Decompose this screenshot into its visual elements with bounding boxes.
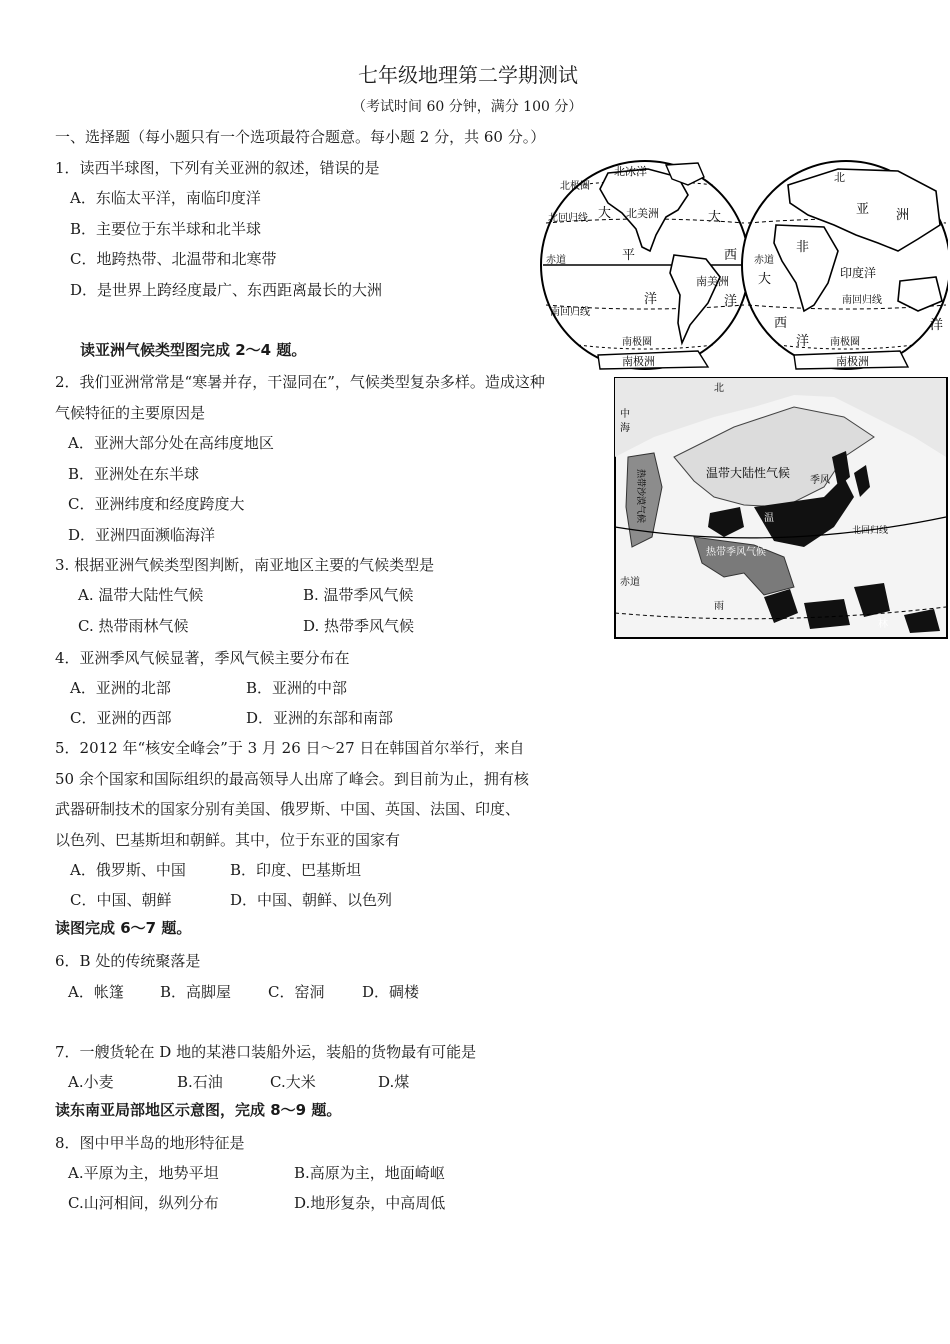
label-jiao: 林: [878, 619, 888, 630]
label-temperate-continental: 温带大陆性气候: [706, 466, 791, 480]
q2-stem-line2: 气候特征的主要原因是: [55, 404, 206, 422]
label-tropical-desert: 热带沙漠气候: [635, 469, 645, 524]
q5-stem-line4: 以色列、巴基斯坦和朝鲜。其中，位于东亚的国家有: [55, 831, 401, 849]
q5-option-c[interactable]: C．中国、朝鲜: [70, 891, 172, 909]
q6-option-b[interactable]: B．高脚屋: [160, 983, 232, 1001]
asia-climate-map: [614, 377, 948, 639]
q5-option-a[interactable]: A．俄罗斯、中国: [70, 861, 186, 879]
q8-option-c[interactable]: C.山河相间，纵列分布: [68, 1194, 219, 1212]
q3-option-c[interactable]: C. 热带雨林气候: [78, 617, 189, 635]
label-jifeng: 季风: [810, 475, 830, 486]
label-ya: 亚: [856, 202, 870, 217]
read-instruction-3: 读东南亚局部地区示意图，完成 8～9 题。: [55, 1101, 342, 1119]
q2-option-d[interactable]: D．亚洲四面濒临海洋: [68, 526, 216, 544]
q6-option-a[interactable]: A．帐篷: [68, 983, 124, 1001]
label-yang-w2: 洋: [724, 294, 738, 309]
page-title: 七年级地理第二学期测试: [358, 63, 578, 87]
label-tropical-monsoon: 热带季风气候: [706, 547, 766, 558]
q5-stem-line2: 50 余个国家和国际组织的最高领导人出席了峰会。到目前为止，拥有核: [55, 770, 529, 788]
east-hemisphere: [742, 161, 948, 369]
label-bei: 北: [714, 383, 724, 394]
label-equator-e: 赤道: [754, 255, 774, 266]
q3-option-a[interactable]: A. 温带大陆性气候: [78, 586, 204, 604]
label-arctic-ocean-w: 北冰洋: [614, 165, 647, 178]
q7-option-b[interactable]: B.石油: [177, 1073, 223, 1091]
section-heading: 一、选择题（每小题只有一个选项最符合题意。每小题 2 分，共 60 分。）: [55, 128, 546, 146]
page-subtitle: （考试时间 60 分钟，满分 100 分）: [352, 99, 583, 115]
label-zhou: 洲: [896, 208, 910, 223]
label-bei-e: 北: [834, 171, 845, 184]
label-yu: 雨: [714, 601, 724, 612]
q8-option-b[interactable]: B.高原为主，地面崎岖: [294, 1164, 445, 1182]
label-yang-w: 洋: [644, 292, 658, 307]
label-chi: 赤: [620, 577, 630, 588]
label-antarctica-e: 南极洲: [836, 355, 869, 368]
q6-option-c[interactable]: C．窑洞: [268, 983, 325, 1001]
q1-option-d[interactable]: D．是世界上跨经度最广、东西距离最长的大洲: [70, 281, 383, 299]
label-fei: 非: [796, 240, 810, 255]
q2-option-c[interactable]: C．亚洲纬度和经度跨度大: [68, 495, 245, 513]
q3-stem: 3. 根据亚洲气候类型图判断，南亚地区主要的气候类型是: [55, 556, 435, 574]
label-north-america: 北美洲: [626, 207, 659, 220]
q1-stem: 1．读西半球图，下列有关亚洲的叙述，错误的是: [55, 159, 380, 177]
label-xi-e: 西: [774, 316, 788, 331]
label-da-2: 大: [708, 210, 722, 225]
read-instruction-2: 读图完成 6～7 题。: [55, 919, 192, 937]
q5-option-b[interactable]: B．印度、巴基斯坦: [230, 861, 362, 879]
q5-option-d[interactable]: D．中国、朝鲜、以色列: [230, 891, 393, 909]
q8-option-a[interactable]: A.平原为主，地势平坦: [68, 1164, 219, 1182]
q4-option-d[interactable]: D．亚洲的东部和南部: [246, 709, 394, 727]
q4-option-b[interactable]: B．亚洲的中部: [246, 679, 348, 697]
q2-option-b[interactable]: B．亚洲处在东半球: [68, 465, 200, 483]
label-dao: 道: [630, 577, 640, 588]
q7-option-d[interactable]: D.煤: [378, 1073, 410, 1091]
hemispheres-map: [538, 155, 948, 375]
label-hai: 海: [620, 423, 630, 434]
label-wen: 温: [764, 513, 774, 524]
q3-option-b[interactable]: B. 温带季风气候: [303, 586, 414, 604]
q7-option-c[interactable]: C.大米: [270, 1073, 316, 1091]
label-south-america: 南美洲: [696, 275, 729, 288]
read-instruction-1: 读亚洲气候类型图完成 2～4 题。: [80, 341, 307, 359]
q5-stem-line3: 武器研制技术的国家分别有美国、俄罗斯、中国、英国、法国、印度、: [55, 800, 521, 818]
q5-stem-line1: 5．2012 年“核安全峰会”于 3 月 26 日～27 日在韩国首尔举行，来自: [55, 739, 525, 757]
label-antarctic-circle-e: 南极圈: [830, 337, 860, 348]
label-antarctica-w: 南极洲: [622, 355, 655, 368]
label-yang-e: 洋: [796, 334, 810, 349]
label-tropic-capricorn-w: 南回归线: [550, 307, 590, 318]
q3-option-d[interactable]: D. 热带季风气候: [303, 617, 415, 635]
label-yang-e2: 洋: [930, 318, 944, 333]
q6-stem: 6．B 处的传统聚落是: [55, 952, 201, 970]
label-xi-w: 西: [724, 248, 738, 263]
label-equator-w: 赤道: [546, 255, 566, 266]
q8-option-d[interactable]: D.地形复杂，中高周低: [294, 1194, 446, 1212]
label-tropic-capricorn-e: 南回归线: [842, 295, 882, 306]
q6-option-d[interactable]: D．碉楼: [362, 983, 420, 1001]
label-tropic-cancer-w: 北回归线: [548, 213, 588, 224]
q1-option-b[interactable]: B．主要位于东半球和北半球: [70, 220, 262, 238]
q2-stem-line1: 2．我们亚洲常常是“寒暑并存，干湿同在”，气候类型复杂多样。造成这种: [55, 373, 545, 391]
q7-stem: 7．一艘货轮在 D 地的某港口装船外运，装船的货物最有可能是: [55, 1043, 477, 1061]
label-tropic-cancer: 北回归线: [852, 526, 889, 536]
label-da-e: 大: [758, 272, 772, 287]
label-antarctic-circle-w: 南极圈: [622, 337, 652, 348]
q7-option-a[interactable]: A.小麦: [68, 1073, 114, 1091]
label-arctic-circle-w: 北极圈: [560, 181, 590, 192]
q4-stem: 4．亚洲季风气候显著，季风气候主要分布在: [55, 649, 350, 667]
label-ping: 平: [622, 248, 636, 263]
q4-option-a[interactable]: A．亚洲的北部: [70, 679, 171, 697]
q1-option-c[interactable]: C．地跨热带、北温带和北寒带: [70, 250, 277, 268]
q8-stem: 8．图中甲半岛的地形特征是: [55, 1134, 245, 1152]
label-zhong: 中: [620, 409, 630, 420]
label-indian-ocean: 印度洋: [840, 266, 877, 280]
q2-option-a[interactable]: A．亚洲大部分处在高纬度地区: [68, 434, 274, 452]
q1-option-a[interactable]: A．东临太平洋，南临印度洋: [70, 189, 261, 207]
q4-option-c[interactable]: C．亚洲的西部: [70, 709, 172, 727]
label-da-1: 大: [598, 206, 612, 221]
